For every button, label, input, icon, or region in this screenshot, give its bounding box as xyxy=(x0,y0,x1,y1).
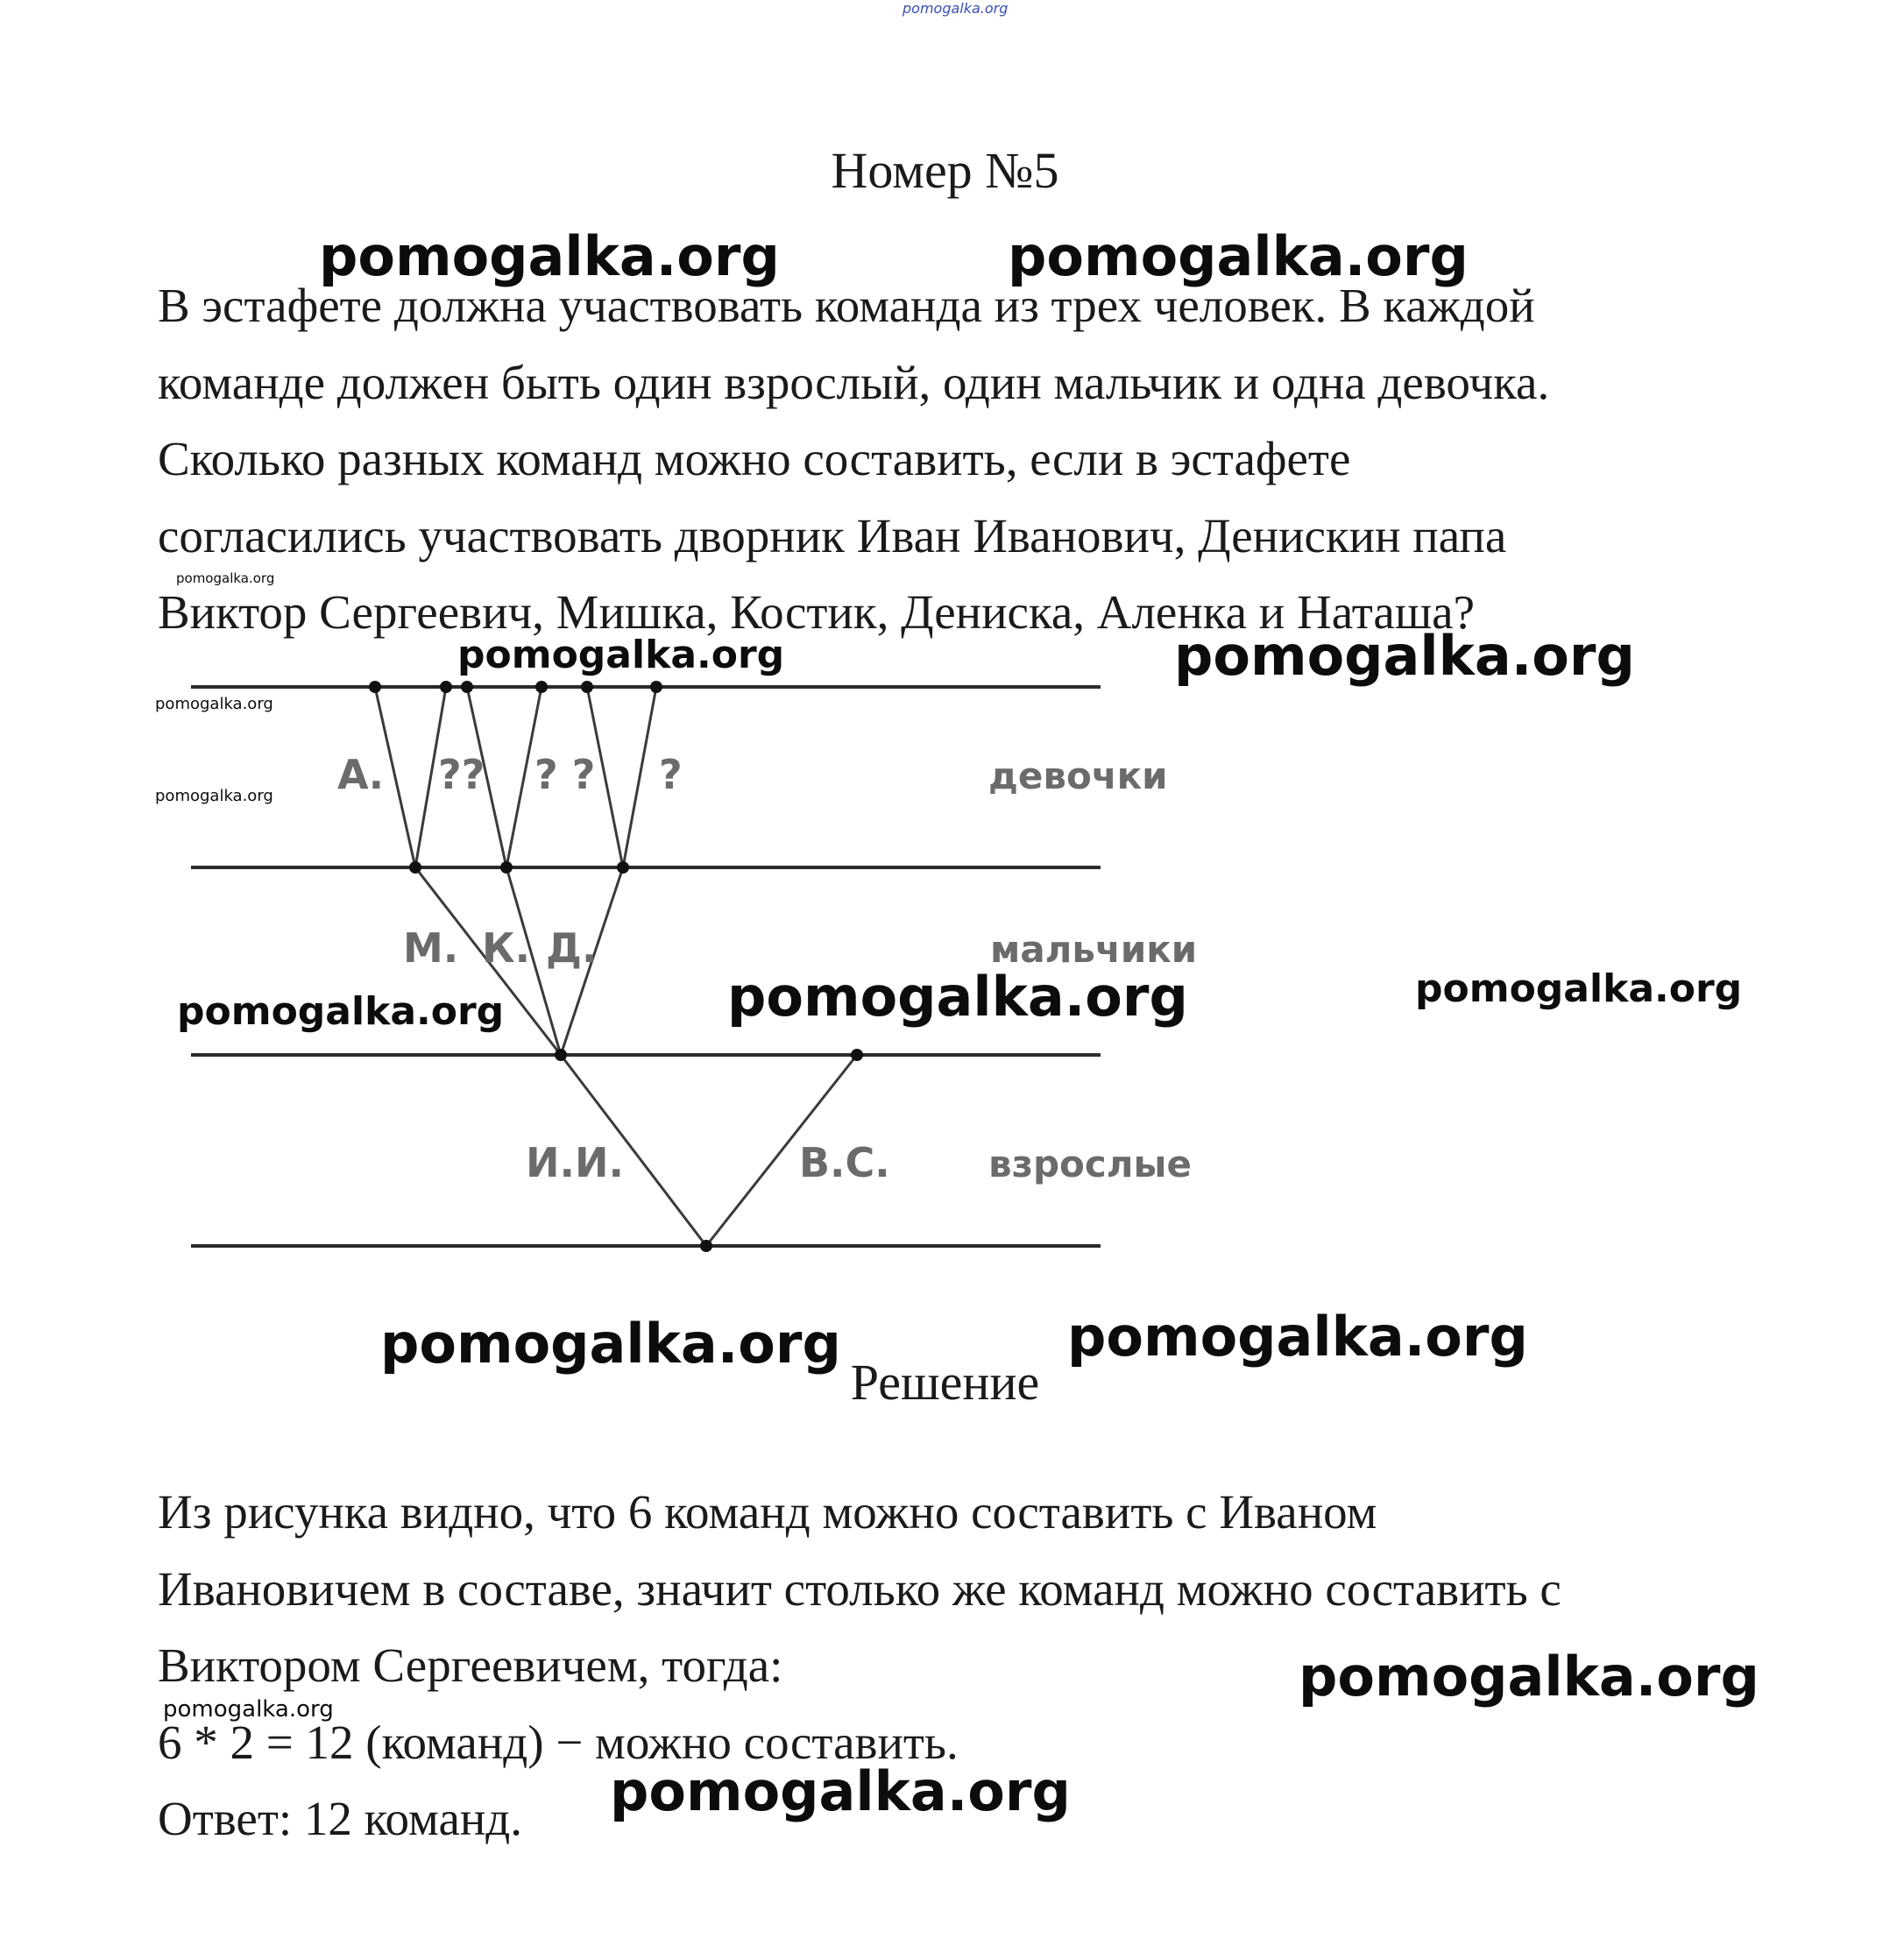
watermark: pomogalka.org xyxy=(1415,966,1743,1011)
watermark-small: pomogalka.org xyxy=(155,695,273,713)
solution-heading: Решение xyxy=(850,1354,1040,1411)
solution-line: Из рисунка видно, что 6 команд можно составить с Иваном xyxy=(158,1485,1377,1539)
node xyxy=(581,681,593,693)
row-label-boys: мальчики xyxy=(990,928,1198,971)
adult-label-vs: В.С. xyxy=(799,1139,890,1186)
node xyxy=(555,1049,567,1061)
boy-label-k: К. xyxy=(482,924,531,972)
watermark: pomogalka.org xyxy=(457,633,785,677)
watermark: pomogalka.org xyxy=(610,1759,1071,1823)
page-title: Номер №5 xyxy=(831,142,1059,199)
watermark: pomogalka.org xyxy=(177,989,505,1034)
problem-line: Сколько разных команд можно составить, если в эстафете xyxy=(158,432,1351,485)
watermark-small: pomogalka.org xyxy=(176,570,275,586)
watermark-small: pomogalka.org xyxy=(163,1696,334,1723)
adult-label-ii: И.И. xyxy=(526,1139,624,1186)
girl-label-q1: ?? xyxy=(438,751,485,798)
watermark: pomogalka.org xyxy=(1067,1305,1528,1369)
watermark: pomogalka.org xyxy=(727,965,1188,1029)
node xyxy=(617,861,629,874)
watermark-small: pomogalka.org xyxy=(155,787,273,805)
row-label-girls: девочки xyxy=(988,754,1168,797)
solution-line: 6 * 2 = 12 (команд) − можно составить. xyxy=(158,1715,959,1769)
solution-line: Ивановичем в составе, значит столько же команд можно составить с xyxy=(158,1561,1561,1616)
watermark: pomogalka.org xyxy=(1174,624,1635,688)
node xyxy=(461,681,473,693)
boy-label-m: М. xyxy=(403,924,459,972)
branch-d-n xyxy=(623,687,656,867)
watermark: pomogalka.org xyxy=(1299,1645,1759,1709)
problem-line: Виктор Сергеевич, Мишка, Костик, Дениска, Аленка и Наташа? xyxy=(158,585,1475,639)
node xyxy=(369,681,381,693)
girl-label-q3: ? xyxy=(659,751,683,798)
watermark: pomogalka.org xyxy=(1008,224,1469,288)
node xyxy=(440,681,452,693)
watermark-top: pomogalka.org xyxy=(903,0,1009,17)
node xyxy=(535,681,548,693)
girl-label-q2: ? ? xyxy=(534,751,596,798)
row-label-adults: взрослые xyxy=(988,1143,1193,1185)
node xyxy=(700,1240,712,1252)
node xyxy=(409,861,421,874)
problem-line: команде должен быть один взрослый, один мальчик и одна девочка. xyxy=(158,355,1550,409)
boy-label-d: Д. xyxy=(546,924,598,972)
girl-label-a: А. xyxy=(337,751,385,798)
watermark: pomogalka.org xyxy=(380,1312,841,1376)
node xyxy=(851,1049,863,1061)
answer-line: Ответ: 12 команд. xyxy=(158,1792,523,1845)
solution-line: Виктором Сергеевичем, тогда: xyxy=(158,1638,783,1692)
watermark: pomogalka.org xyxy=(319,224,780,288)
node xyxy=(500,861,513,874)
node xyxy=(650,681,662,693)
problem-line: согласились участвовать дворник Иван Иванович, Денискин папа xyxy=(158,508,1507,563)
problem-line: В эстафете должна участвовать команда из трех человек. В каждой xyxy=(158,279,1535,332)
